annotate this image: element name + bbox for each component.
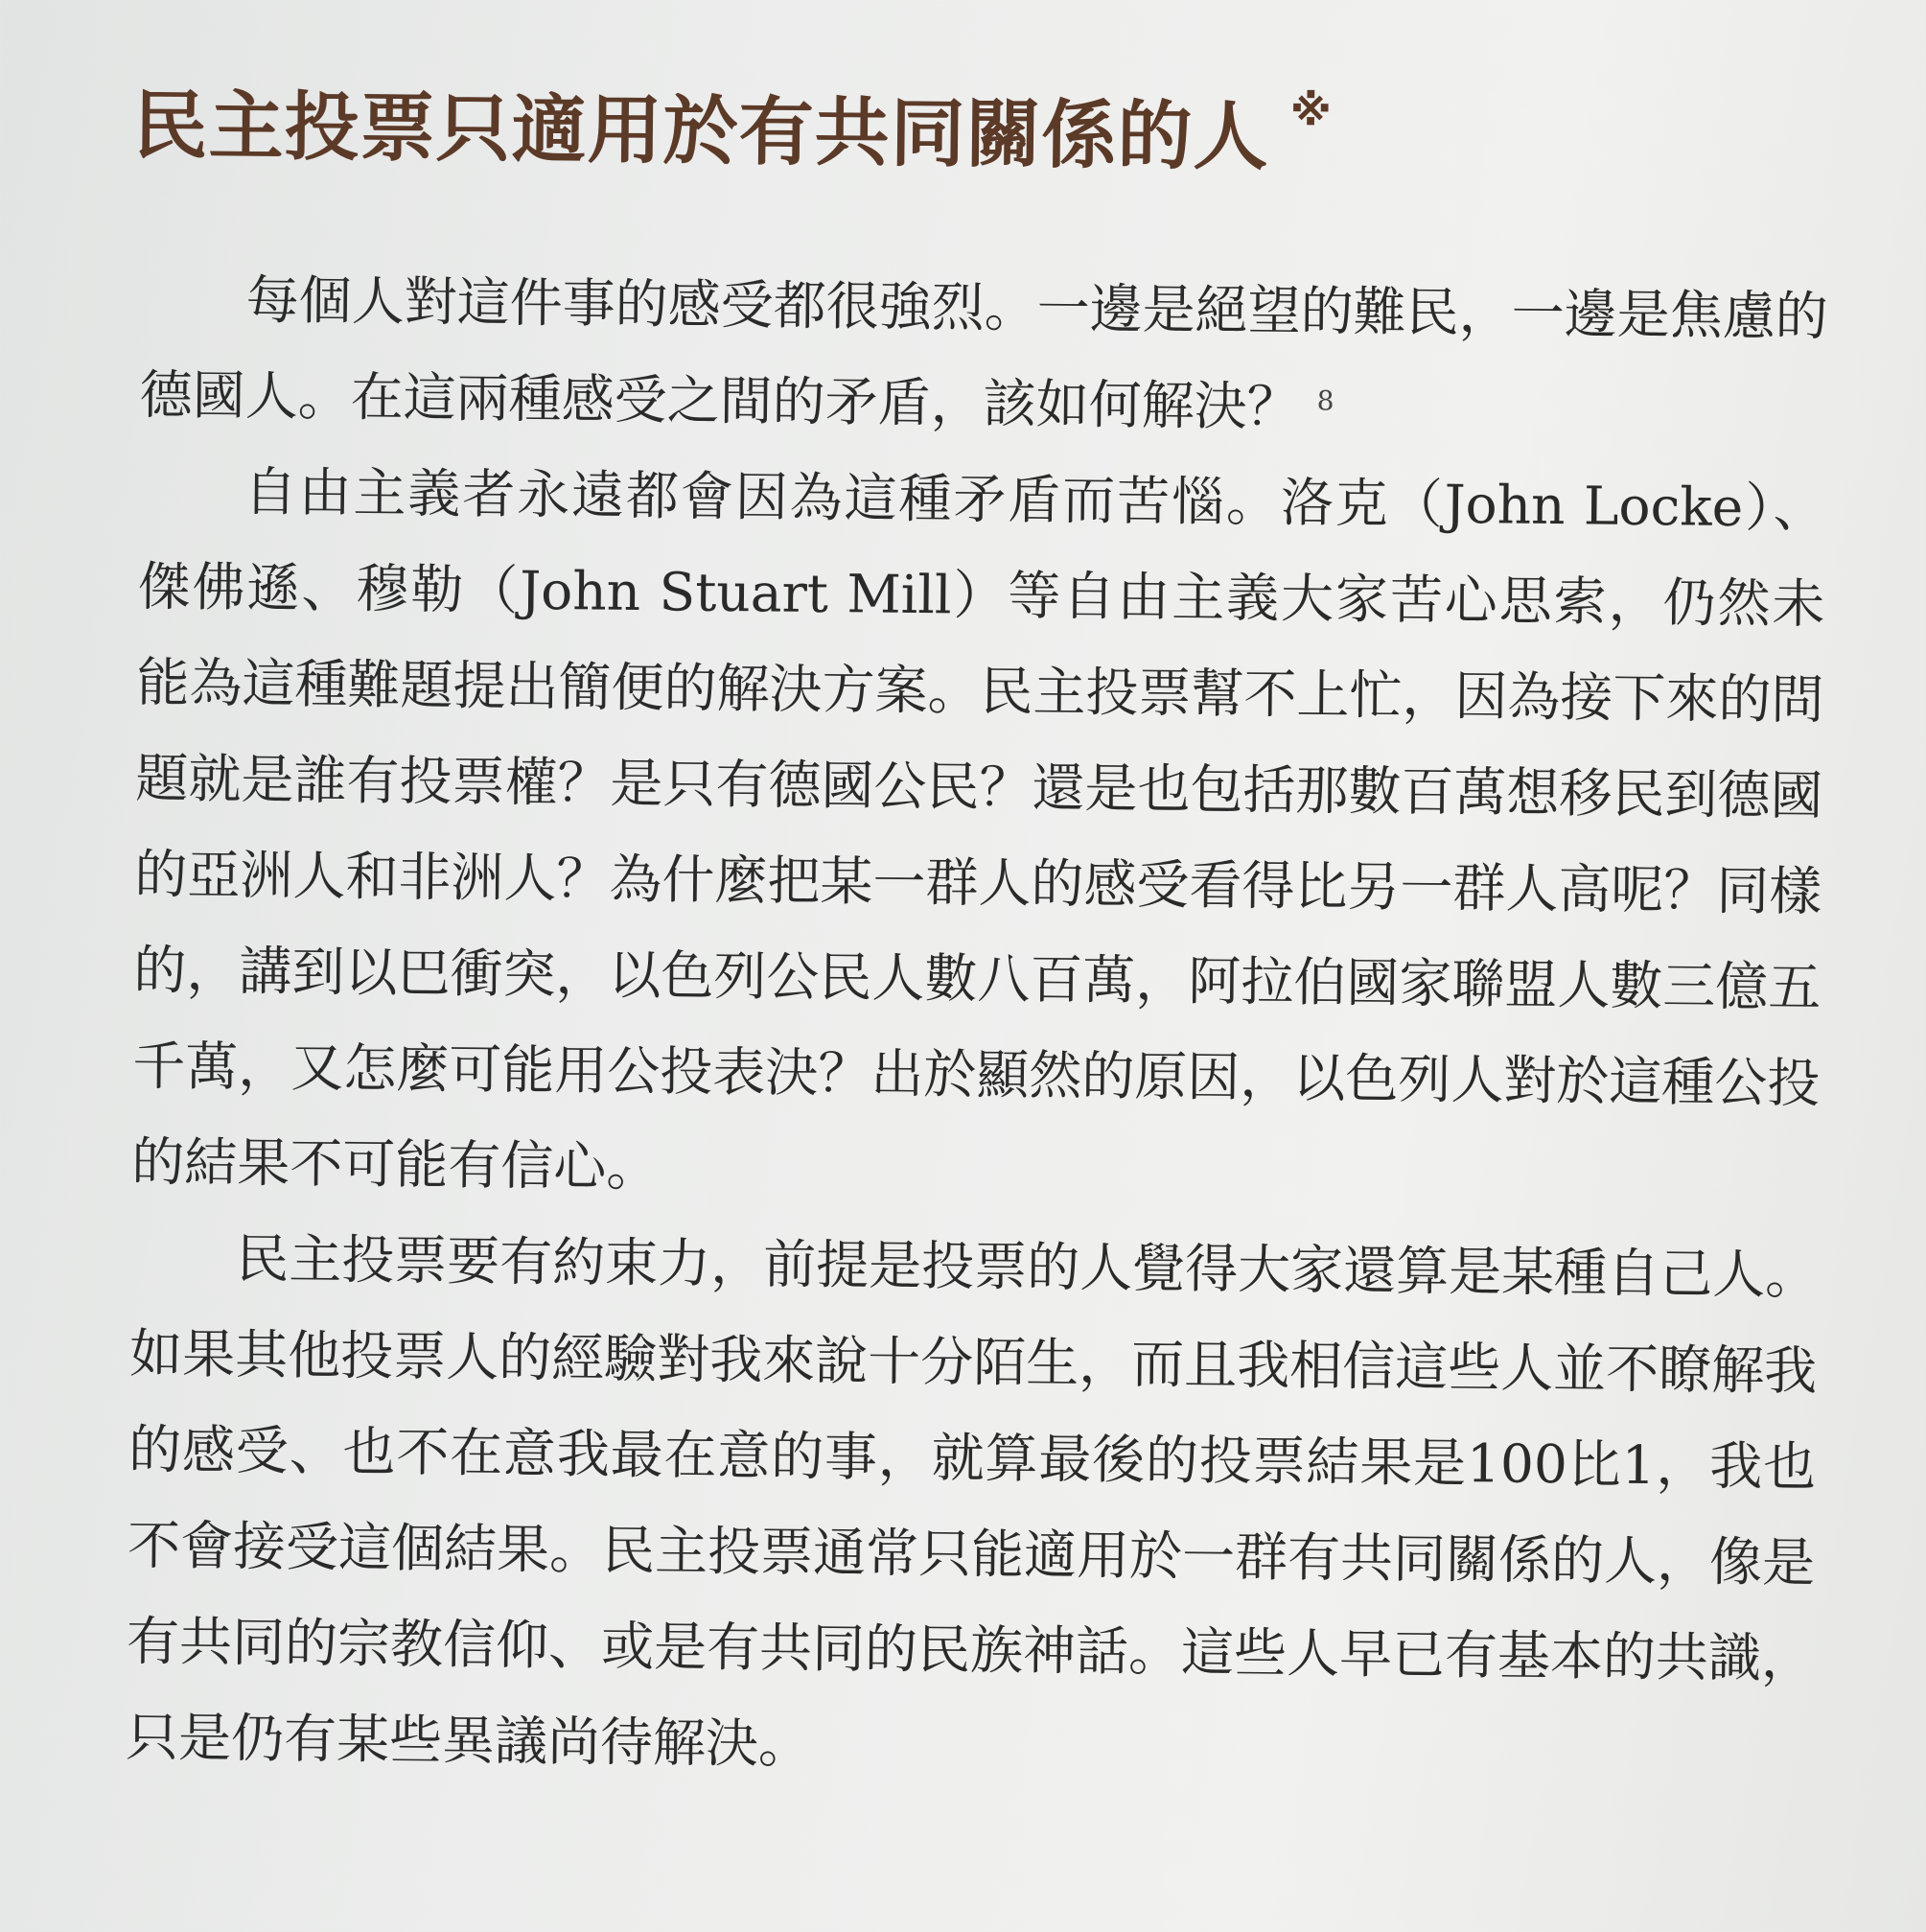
- footnote-marker: 8: [1316, 384, 1334, 417]
- paragraph-1: [139, 251, 1828, 460]
- section-heading: 民主投票只適用於有共同關係的人: [132, 82, 1270, 181]
- paragraph-3: [126, 1210, 1819, 1803]
- paragraph-3-text: 民主投票要有約束力，前提是投票的人覺得大家還算是某種自己人。如果其他投票人的經驗對我來說十分陌生，而且我相信這些人並不瞭解我的感受、也不在意我最在意的事，就算最後的投票結果是100比1，我也不會接受這個結果。民主投票通常只能適用於一群有共同關係的人，像是有共同的宗教信仰、或是有共同的民族神話。這些人早已有基本的共識，只是仍有某些異議尚待解決。: [125, 1227, 1819, 1775]
- paragraph-2-text: 自由主義者永遠都會因為這種矛盾而苦惱。洛克（John Locke）、傑佛遜、穆勒（John Stuart Mill）等自由主義大家苦心思索，仍然未能為這種難題提出簡便的解決方案。民主投票幫不上忙，因為接下來的問題就是誰有投票權？是只有德國公民？還是也包括那數百萬想移民到德國的亞洲人和非洲人？為什麼把某一群人的感受看得比另一群人高呢？同樣的，講到以巴衝突，以色列公民人數八百萬，阿拉伯國家聯盟人數三億五千萬，又怎麼可能用公投表決？出於顯然的原因，以色列人對於這種公投的結果不可能有信心。: [130, 460, 1826, 1199]
- body-text: [126, 251, 1829, 1803]
- paragraph-2: [131, 443, 1826, 1227]
- reference-mark-icon: ※: [1289, 86, 1332, 136]
- paragraph-1-text: 每個人對這件事的感受都很強烈。一邊是絕望的難民，一邊是焦慮的德國人。在這兩種感受之間的矛盾，該如何解決？: [139, 268, 1828, 438]
- heading-row: [132, 78, 1332, 186]
